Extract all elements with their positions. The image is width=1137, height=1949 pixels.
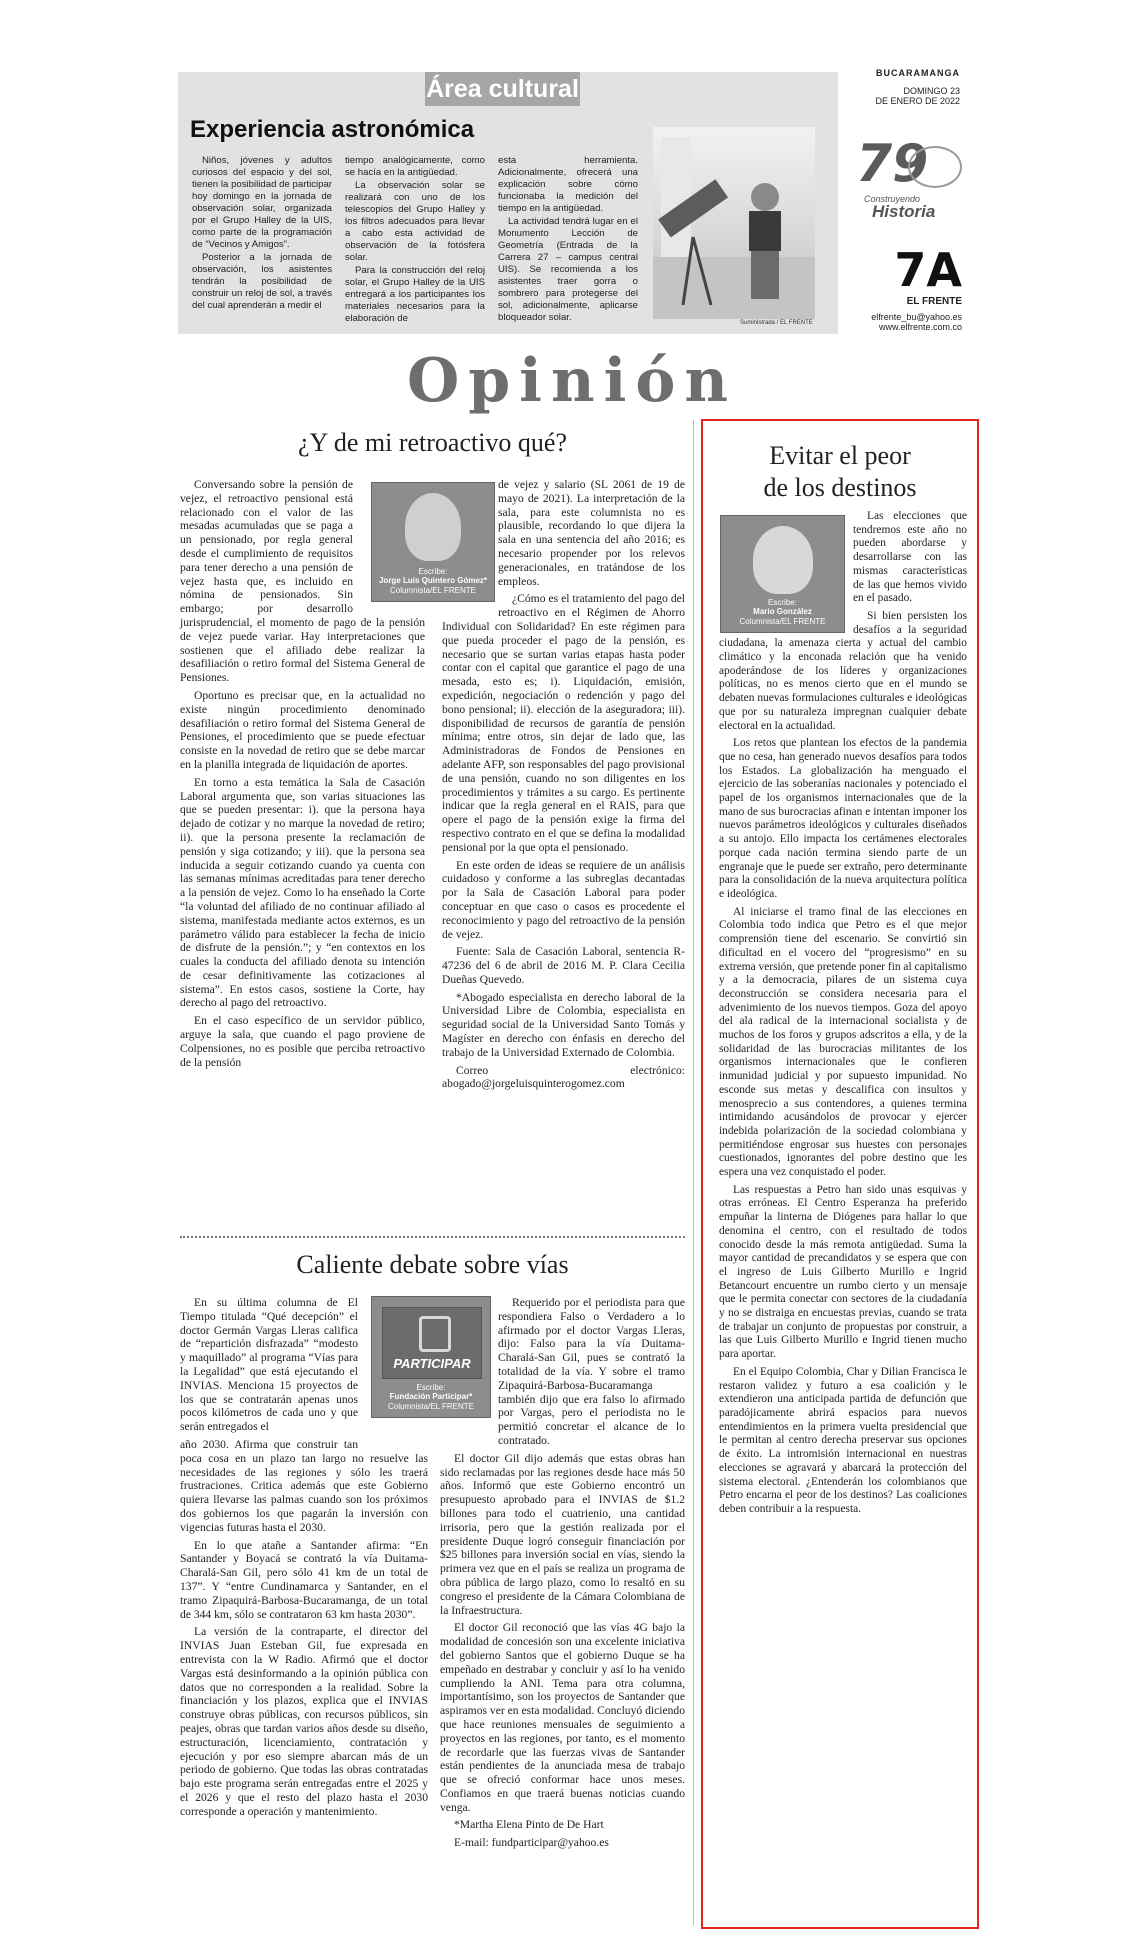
article-2-signature: *Martha Elena Pinto de De Hart xyxy=(454,1818,604,1832)
author-role: Columnista/EL FRENTE xyxy=(739,616,826,626)
float-spacer xyxy=(358,1296,428,1446)
date-line-2: DE ENERO DE 2022 xyxy=(875,96,960,106)
article-1-paragraph: *Abogado especialista en derecho laboral de la Universidad Libre de Colombia, especialista en seguridad social de la Universidad Santo Tomás y Magíster en derecho con énfasis en derecho del trabajo de la Universidad Externado de Colombia. xyxy=(442,990,685,1059)
article-2-email[interactable]: E-mail: fundparticipar@yahoo.es xyxy=(454,1836,609,1850)
author-role: Columnista/EL FRENTE xyxy=(388,1401,474,1411)
article-1-column-left xyxy=(180,478,425,1073)
article-1-column-right xyxy=(442,478,685,1095)
article-3-body xyxy=(719,510,967,1521)
anniversary-number: 79 xyxy=(856,134,929,194)
cultural-column-3 xyxy=(498,155,638,325)
author-name: Mario González xyxy=(753,607,812,616)
article-separator xyxy=(180,1236,685,1238)
float-spacer xyxy=(440,1296,498,1446)
cultural-column-1 xyxy=(192,155,332,313)
cultural-photo xyxy=(653,127,815,319)
article-2-paragraph: La versión de la contraparte, el director del INVIAS Juan Esteban Gil, fue expresada en entrevista con la W Radio. Afirmó que el doctor Vargas está desinformando a la opinión pública con datos que no corresponden a la realidad. Sobre la financiación y los plazos, explica que el INVIAS construye obras públicas, con recursos públicos, sin peajes, obras que tardan varios años desde su diseño, estructuración, licenciamiento, contratación y ejecución y por eso siempre abarcan más de un periodo de gobierno. Que todas las obras contratadas bajo este programa serán entregadas entre el 2025 y el 2026 y que el resto del plazo hasta el 2030 corresponde a operación y mantenimiento. xyxy=(180,1625,428,1818)
cultural-paragraph: Posterior a la jornada de observación, los asistentes tendrán la posibilidad de construir un reloj de sol, a través del cual aprenderán a medir el xyxy=(192,252,332,311)
float-spacer xyxy=(442,478,498,610)
article-3-paragraph: En el Equipo Colombia, Char y Dilian Francisca le restaron validez y futuro a esa coalición y le extendieron una anticipada partida de defunción que paradójicamente abrirá espacios para nuevos entendimientos en la primera vuelta presidencial que le permitan al centro derecha preservar sus opciones de éxito. La intromisión internacional en nuestras elecciones se agravará y abarcará la protección del sistema electoral. ¿Entenderán los colombianos que Petro encarna el peor de los destinos? Las coaliciones deben contribuir a la respuesta. xyxy=(719,1365,967,1515)
telescope-photo-illustration xyxy=(653,127,815,319)
article-2-paragraph: En su última columna de El Tiempo titulada “Qué decepción” el doctor Germán Vargas Lleras califica de “repartición disfrazada” “modesto y maquillado” al programa “Vías para la Legalidad” que está ejecutando el INVIAS. Menciona 15 proyectos de los que se contratarán apenas unos pocos kilómetros de cada uno y que serán entregados el xyxy=(180,1296,358,1434)
opinion-banner-title: Opinión xyxy=(406,346,738,416)
paper-website[interactable]: www.elfrente.com.co xyxy=(878,322,962,332)
anniversary-label-1: Construyendo xyxy=(864,194,921,204)
cultural-paragraph: tiempo analógicamente, como se hacía en la antigüedad. xyxy=(345,155,485,178)
article-3-paragraph: Si bien persisten los desafíos a la seguridad ciudadana, la amenaza cierta y actual del cambio climático y la enconada relación que ha venido apoderándose de los líderes y organizaciones políticas, no es menos cierto que en el mundo se debaten nuevas formulaciones culturales e ideológicas que por su naturaleza impregnan cualquier debate electoral en la actualidad. xyxy=(719,609,967,732)
anniversary-label-2: Historia xyxy=(872,202,936,221)
article-2-column-right xyxy=(440,1296,685,1854)
article-2-title: Caliente debate sobre vías xyxy=(296,1250,569,1279)
article-2-paragraph: año 2030. Afirma que construir tan poca cosa en un plazo tan largo no resuelve las necesidades de las regiones y sólo les traerá frustraciones. Critica además que este Gobierno quiera llevarse las palmas cuando son los próximos dos gobiernos los que pagarán la inversión con vigencias futuras hasta el 2030. xyxy=(180,1437,428,1534)
date-line-1: DOMINGO 23 xyxy=(903,86,960,96)
city-label: BUCARAMANGA xyxy=(876,68,960,78)
cultural-title: Experiencia astronómica xyxy=(190,116,475,143)
author-label: Escribe: xyxy=(416,1382,446,1392)
page-info xyxy=(850,243,962,332)
masthead-info xyxy=(850,68,960,106)
page-number: 7A xyxy=(894,243,962,297)
author-label: Escribe: xyxy=(418,566,448,576)
participar-logo-text: PARTICIPAR xyxy=(393,1356,471,1371)
author-name: Fundación Participar* xyxy=(389,1392,473,1401)
article-1-email[interactable]: Correo electrónico: abogado@jorgeluisquinterogomez.com xyxy=(442,1063,685,1091)
article-3-paragraph: Los retos que plantean los efectos de la pandemia que no cesa, han generado nuevos desafíos para todos los Estados. La globalización ha menguado el ejercicio de las soberanías nacionales y potenciado el papel de los organismos internacionales que de la mano de sus burocracias afinan e intentan imponer los nuevos parámetros ideológicos y culturales diseñados a su antojo. Ello impacta los certámenes electorales porque cada nación termina siendo parte de un engranaje que le puede ser extraño, pero determinante para la consolidación de la nueva arquitectura política e ideológica. xyxy=(719,737,967,900)
cultural-paragraph: Niños, jóvenes y adultos curiosos del espacio y del sol, tienen la posibilidad de participar hoy domingo en la jornada de observación solar, organizada por el Grupo Halley de la UIS, como parte de la programación de “Vecinos y Amigos”. xyxy=(192,155,332,250)
article-1-title: ¿Y de mi retroactivo qué? xyxy=(297,428,568,457)
article-2-paragraph: El doctor Gil reconoció que las vías 4G bajo la modalidad de concesión son una excelente iniciativa del gobierno Santos que el gobierno Duque se ha empeñado en destrabar y concluir y así lo ha venido cumpliendo la ANI. Tema para otra columna, importantísimo, son los proyectos de Santander que aspiramos ver en esta modalidad. Concluyó diciendo que hace reuniones mensuales de seguimiento a proyectos en las regiones, por tanto, es el momento de recordarle que las fuerzas vivas de Santander están pendientes de la anunciada mesa de trabajo que se ofreció conformar hace unos meses. Confiamos en que traerá buenas noticias cuando venga. xyxy=(440,1621,686,1814)
cultural-column-2 xyxy=(345,155,485,326)
paper-name: EL FRENTE xyxy=(906,296,962,307)
anniversary-circle xyxy=(908,146,962,188)
article-1-paragraph: En este orden de ideas se requiere de un análisis cuidadoso y conforme a las subreglas decantadas por la Sala de Casación Laboral para poder conceptuar en que caso o casos es procedente el reconocimiento y pago del retroactivo de la pensión de vejez. xyxy=(442,858,685,941)
cultural-paragraph: La observación solar se realizará con uno de los telescopios del Grupo Halley y los filtros adecuados para llevar a cabo esta actividad de observación de la fotósfera solar. xyxy=(345,180,485,263)
cultural-paragraph: esta herramienta. Adicionalmente, ofrecerá una explicación sobre cómo funcionaba la medición del tiempo en la antigüedad. xyxy=(498,155,638,214)
article-3-paragraph: Las respuestas a Petro han sido unas esquivas y otras erróneas. El Centro Esperanza ha preferido empuñar la linterna de Diógenes para hallar lo que denomina el centro, con el resultado de todos conocido desde la más remota antigüedad. Suma la mayor cantidad de precandidatos y se espera que con el ingreso de Luis Gilberto Murillo e Ingrid Betancourt encuentre un rumbo cierto y un mensaje que le permita conectar con sectores de la ciudadanía y no se distraiga en encuestas previas, cuando se trata de trabajar un conjunto de propuestas por construir, a las que Luis Gilberto Murillo e Ingrid tienen mucho para aportar. xyxy=(719,1183,967,1361)
article-2-paragraph: Requerido por el periodista para que respondiera Falso o Verdadero a lo afirmado por el doctor Vargas Lleras, dijo: Falso para la vía Duitama-Charalá-San Gil, pues se contrató la totalidad de la vía. Y sobre el tramo Zipaquirá-Barbosa-Bucaramanga también dijo que era falso lo afirmado por Vargas, pero el periodista no le permitió concretar el alcance de lo contratado. xyxy=(498,1296,685,1447)
author-name: Jorge Luis Quintero Gómez* xyxy=(378,576,487,585)
cultural-section-tab: Área cultural xyxy=(425,72,580,106)
article-3-paragraph: Al iniciarse el tramo final de las elecciones en Colombia todo indica que Petro es el que mejor comprensión tiene del escenario. Se convirtió sin dificultad en el vocero del “progresismo” en su extrema versión, que pretende poner fin al capitalismo y a la democracia, pilares de un sistema cuya deconstrucción se considera necesaria para el advenimiento de los nuevos tiempos. Goza del apoyo del ala radical de la internacional socialista y de muchos de los foros y grupos adscritos a ella, y de la solidaridad de las burocracias militantes de los organismos internacionales que le confieren inmunidad judicial y por supuesto impunidad. No esconde sus metas y descalifica con insultos y menosprecio a sus contendores, a quienes termina intimidando acusándolos de provocar y ejercer indebida polarización de la sociedad colombiana y permitiéndose engrosar sus huestes con personajes cuestionados, ignorantes del pobre destino que les espera una vez conquistado el poder. xyxy=(719,905,967,1179)
article-3-title-line-2: de los destinos xyxy=(763,473,917,502)
author-label: Escribe: xyxy=(768,597,797,607)
article-1-paragraph: ¿Cómo es el tratamiento del pago del retroactivo en el Régimen de Ahorro Individual con Solidaridad? En este régimen para que pueda proceder el pago de la pensión, es necesario que se surtan varias etapas hasta poder contar con el capital que garantice el pago de una mesada, esto es; i). Liquidación, emisión, expedición, negociación o redención y pago del bono pensional; ii). elección de la aseguradora; iii). disponibilidad de recursos de garantía de pensión mínima; entre otros, sin dejar de lado que, las Administradoras de Fondos de Pensiones en adelante AFP, son responsables del pago provisional de una pensión, cuando no son diligentes en los procedimientos y trámites a su cargo. Es pertinente indicar que la regla general en el RAIS, para que opere el pago de la pensión exige la firma del respectivo contrato en el que se defina la modalidad pensional por la que opta el pensionado. xyxy=(442,592,685,854)
article-1-paragraph: de vejez y salario (SL 2061 de 19 de mayo de 2021). La interpretación de la sala, para este columnista no es plausible, recordando lo que dijera la sala en una sentencia del año 2016; es necesario propender por los relevos generacionales, en tratándose de los empleos. xyxy=(498,478,685,588)
author-role: Columnista/EL FRENTE xyxy=(390,585,476,595)
article-3-title-line-1: Evitar el peor xyxy=(769,441,911,470)
article-2-column-left xyxy=(180,1296,428,1822)
photo-credit: Suministrada / EL FRENTE xyxy=(740,320,813,326)
float-spacer xyxy=(719,510,853,636)
cultural-paragraph: La actividad tendrá lugar en el Monumento Lección de Geometría (Entrada de la Carrera 27 – campus central UIS). Se recomienda a los asistentes traer gorra o sombrero para protegerse del sol, adicionalmente, aplicarse bloqueador solar. xyxy=(498,216,638,323)
cultural-paragraph: Para la construcción del reloj solar, el Grupo Halley de la UIS entregará a los participantes los materiales necesarios para la elaboración de xyxy=(345,265,485,324)
article-1-paragraph: En el caso específico de un servidor público, arguye la sala, que cuando el pago proviene de Colpensiones, no es posible que perciba retroactivo de la pensión xyxy=(180,1014,425,1069)
article-1-paragraph: Conversando sobre la pensión de vejez, el retroactivo pensional está relacionado con el valor de las mesadas acumuladas que se paga a un pensionado, por regla general desde el cumplimiento de requisitos para tener derecho a una pensión de vejez hasta que, es incluido en nómina de pensionados. Sin embargo; por desarrollo jurisprudencial, el momento de pago de la pensión de vejez puede variar. Hay interpretaciones que sostienen que el afiliado debe realizar la desafiliación o retiro formal del Sistema General de Pensiones. xyxy=(180,478,425,685)
article-2-paragraph: El doctor Gil dijo además que estas obras han sido reclamadas por las regiones desde hace más 50 años. Informó que este Gobierno encontró un presupuesto aprobado para el INVIAS de $1.2 billones para todo el cuatrienio, una cantidad irrisoria, pero que la gestión realizada por el presidente Duque logró conseguir financiación por $25 billones para inversión social en vías, siendo la primera vez que en el país se realiza un programa de obra pública de largo plazo, como lo resaltó en su congreso el presidente de la Cámara Colombiana de la Infraestructura. xyxy=(440,1451,685,1617)
article-1-paragraph: En torno a esta temática la Sala de Casación Laboral argumenta que, son varias situaciones las que se pueden presentar: i). que la persona haya dejado de cotizar y no marque la novedad de retiro; ii). que la persona presente la reclamación de pensión y siga cotizando; y iii). que la persona sea inducida a seguir cotizando cuando ya cuenta con las semanas mínimas acreditadas para tener derecho a la pensión de vejez. Como lo ha enseñado la Corte “la voluntad del afiliado de no continuar afiliado al sistema, manifestada mediante actos externos, es un parámetro válido para establecer la fecha de inicio de disfrute de la pensión.”; y “en contextos en los cuales la conducta del afiliado denota su intención de cesar definitivamente las cotizaciones al sistema”. En estos casos, sostiene la Corte, hay derecho al pago del retroactivo. xyxy=(180,775,425,1010)
article-3-intro: Las elecciones que tendremos este año no pueden abordarse y desarrollarse con las mismas características de las que hemos vivido en el pasado. xyxy=(853,510,967,605)
article-1-paragraph: Fuente: Sala de Casación Laboral, sentencia R-47236 del 6 de abril de 2016 M. P. Clara Cecilia Dueñas Quevedo. xyxy=(442,945,685,986)
article-2-paragraph: En lo que atañe a Santander afirma: “En Santander y Boyacá se contrató la vía Duitama-Charalá-San Gil, pero sólo 41 km de un total de 137”. Y “entre Cundinamarca y Santander, en el tramo Zipaquirá-Barbosa-Bucaramanga, de un total de 344 km, sólo se contrataron 63 km hasta 2030”. xyxy=(180,1538,428,1621)
anniversary-logo xyxy=(856,134,966,221)
article-3-title xyxy=(710,440,970,504)
column-divider xyxy=(693,420,694,1925)
article-1-paragraph: Oportuno es precisar que, en la actualidad no existe ningún procedimiento denominado desafiliación o retiro formal del Sistema General de Pensiones, el procedimiento que se puede efectuar consiste en la novedad de retiro que se debe marcar en la planilla integrada de liquidación de aportes. xyxy=(180,688,425,771)
paper-email[interactable]: elfrente_bu@yahoo.es xyxy=(871,312,962,322)
float-spacer xyxy=(353,478,425,610)
